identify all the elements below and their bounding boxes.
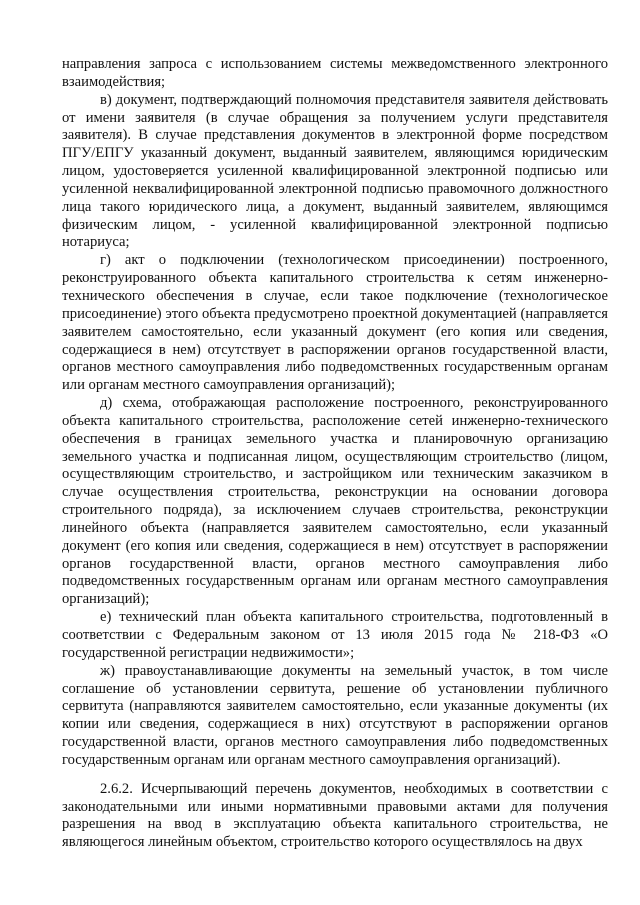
paragraph-item-zh: ж) правоустанавливающие документы на земельный участок, в том числе соглашение об установлении сервитута, решение об установлении публичного сервитута (направляются заявителем самостоятельно, если указанные документы (их копии или сведения, содержащиеся в них) отсутствуют в распоряжении органов государственной власти, органов местного самоуправления либо подведомственных государственным органам или органам местного самоуправления организаций). xyxy=(62,662,608,768)
document-body xyxy=(62,56,608,852)
paragraph-section-2-6-2: 2.6.2. Исчерпывающий перечень документов, необходимых в соответствии с законодательными или иными нормативными правовыми актами для получения разрешения на ввод в эксплуатацию объекта капитального строительства, не являющегося линейным объектом, строительство которого осуществлялось на двух xyxy=(62,780,608,851)
paragraph-item-e: е) технический план объекта капитального строительства, подготовленный в соответствии с Федеральным законом от 13 июля 2015 года № 218-ФЗ «О государственной регистрации недвижимости»; xyxy=(62,609,608,661)
paragraph-item-g: г) акт о подключении (технологическом присоединении) построенного, реконструированного объекта капитального строительства к сетям инженерно-технического обеспечения в случае, если такое подключение (технологическое присоединение) этого объекта предусмотрено проектной документацией (направляется заявителем самостоятельно, если указанный документ (его копия или сведения, содержащиеся в нем) отсутствует в распоряжении органов государственной власти, органов местного самоуправления либо подведомственных государственным органам или органам местного самоуправления организаций); xyxy=(62,252,608,394)
paragraph-continuation: направления запроса с использованием системы межведомственного электронного взаимодействия; xyxy=(62,56,608,90)
paragraph-item-v: в) документ, подтверждающий полномочия представителя заявителя действовать от имени заявителя (в случае обращения за получением услуги представителя заявителя). В случае представления документов в электронной форме посредством ПГУ/ЕПГУ указанный документ, выданный заявителем, являющимся юридическим лицом, удостоверяется усиленной квалифицированной электронной подписью или усиленной неквалифицированной электронной подписью правомочного должностного лица такого юридического лица, а документ, выданный заявителем, являющимся физическим лицом, - усиленной квалифицированной электронной подписью нотариуса; xyxy=(62,91,608,251)
paragraph-item-d: д) схема, отображающая расположение построенного, реконструированного объекта капитального строительства, расположение сетей инженерно-технического обеспечения в границах земельного участка и планировочную организацию земельного участка и подписанная лицом, осуществляющим строительство (лицом, осуществляющим строительство, и застройщиком или техническим заказчиком в случае осуществления строительства, реконструкции на основании договора строительного подряда), за исключением случаев строительства, реконструкции линейного объекта (направляется заявителем самостоятельно, если указанный документ (его копия или сведения, содержащиеся в нем) отсутствует в распоряжении органов государственной власти, органов местного самоуправления либо подведомственных государственным органам или органам местного самоуправления организаций); xyxy=(62,395,608,608)
